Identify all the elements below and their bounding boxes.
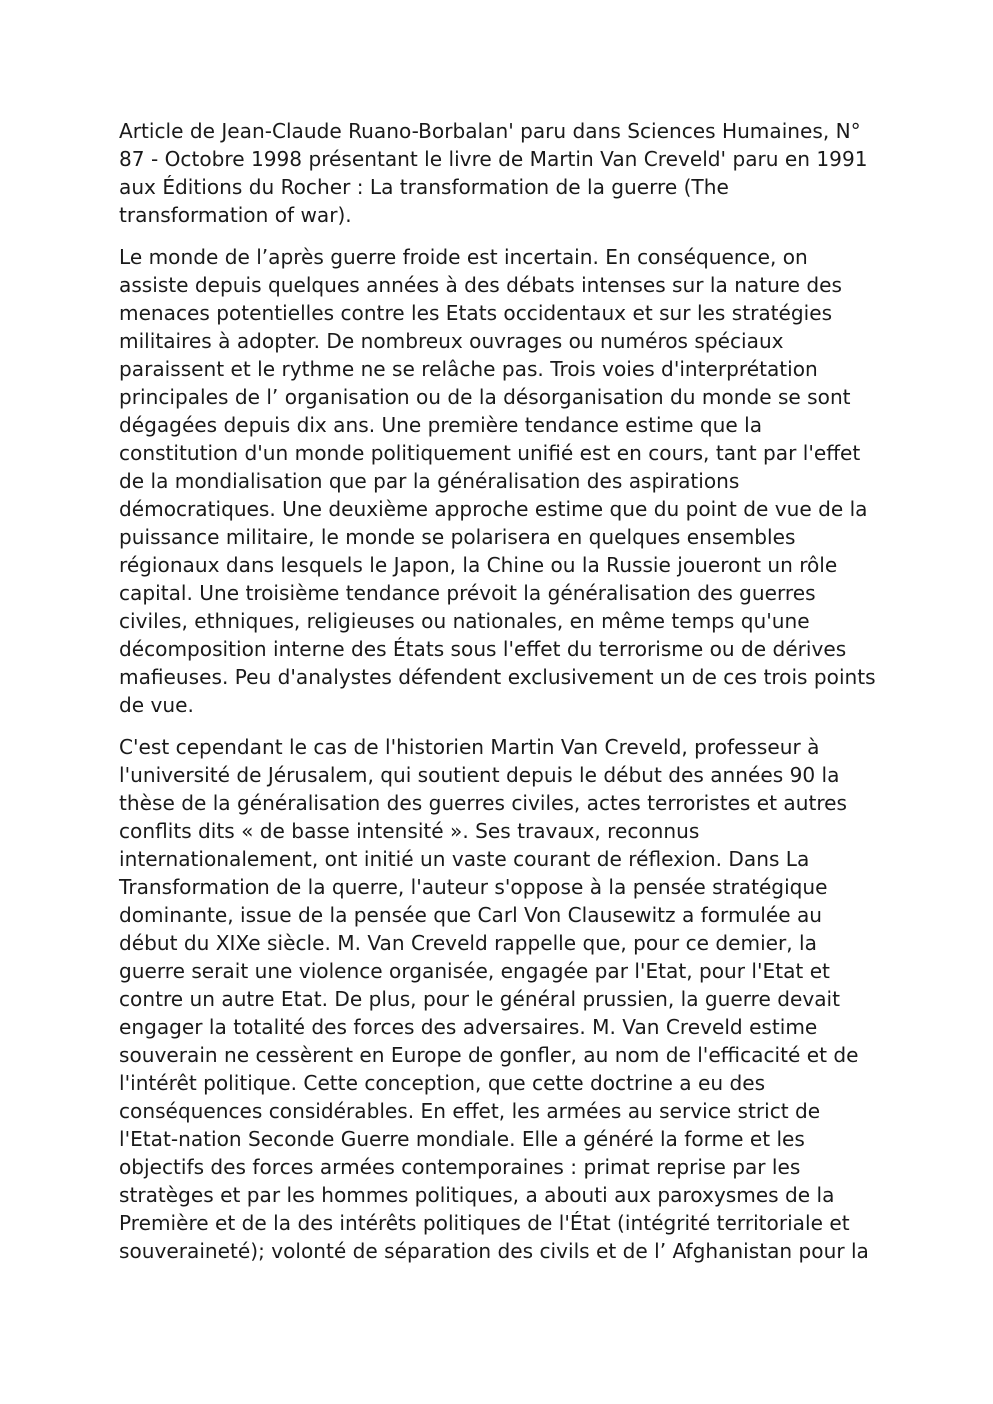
text-line: contre un autre Etat. De plus, pour le général prussien, la guerre devait [119,987,841,1011]
text-line: Le monde de l’après guerre froide est incertain. En conséquence, on [119,245,808,269]
text-line: stratèges et par les hommes politiques, a abouti aux paroxysmes de la [119,1183,835,1207]
text-line: démocratiques. Une deuxième approche estime que du point de vue de la [119,497,868,521]
text-line: mafieuses. Peu d'analystes défendent exclusivement un de ces trois points [119,665,876,689]
text-line: conflits dits « de basse intensité ». Ses travaux, reconnus [119,819,700,843]
text-line: capital. Une troisième tendance prévoit la généralisation des guerres [119,581,816,605]
text-line: constitution d'un monde politiquement unifié est en cours, tant par l'effet [119,441,861,465]
text-line: engager la totalité des forces des adversaires. M. Van Creveld estime [119,1015,818,1039]
text-line: décomposition interne des États sous l'effet du terrorisme ou de dérives [119,637,847,661]
text-line: conséquences considérables. En effet, les armées au service strict de [119,1099,821,1123]
text-line: menaces potentielles contre les Etats occidentaux et sur les stratégies [119,301,833,325]
text-line: de la mondialisation que par la généralisation des aspirations [119,469,740,493]
text-line: guerre serait une violence organisée, engagée par l'Etat, pour l'Etat et [119,959,830,983]
text-line: dégagées depuis dix ans. Une première tendance estime que la [119,413,763,437]
text-line: Transformation de la querre, l'auteur s'oppose à la pensée stratégique [119,875,828,899]
text-line: transformation of war). [119,203,352,227]
text-line: dominante, issue de la pensée que Carl Von Clausewitz a formulée au [119,903,822,927]
text-line: principales de l’ organisation ou de la désorganisation du monde se sont [119,385,851,409]
text-line: l'Etat-nation Seconde Guerre mondiale. Elle a généré la forme et les [119,1127,805,1151]
text-line: 87 - Octobre 1998 présentant le livre de Martin Van Creveld' paru en 1991 [119,147,868,171]
text-line: thèse de la généralisation des guerres civiles, actes terroristes et autres [119,791,847,815]
text-line: Article de Jean-Claude Ruano-Borbalan' paru dans Sciences Humaines, N° [119,119,861,143]
paragraph [119,243,879,719]
text-line: militaires à adopter. De nombreux ouvrages ou numéros spéciaux [119,329,784,353]
paragraph [119,117,879,229]
text-line: l'intérêt politique. Cette conception, que cette doctrine a eu des [119,1071,766,1095]
text-line: Première et de la des intérêts politiques de l'État (intégrité territoriale et [119,1211,850,1235]
text-line: C'est cependant le cas de l'historien Martin Van Creveld, professeur à [119,735,820,759]
text-line: paraissent et le rythme ne se relâche pas. Trois voies d'interprétation [119,357,818,381]
text-line: souverain ne cessèrent en Europe de gonfler, au nom de l'efficacité et de [119,1043,859,1067]
text-line: puissance militaire, le monde se polarisera en quelques ensembles [119,525,796,549]
text-line: assiste depuis quelques années à des débats intenses sur la nature des [119,273,843,297]
text-line: internationalement, ont initié un vaste courant de réflexion. Dans La [119,847,810,871]
text-line: civiles, ethniques, religieuses ou nationales, en même temps qu'une [119,609,810,633]
text-line: l'université de Jérusalem, qui soutient depuis le début des années 90 la [119,763,840,787]
text-line: régionaux dans lesquels le Japon, la Chine ou la Russie joueront un rôle [119,553,838,577]
text-line: début du XIXe siècle. M. Van Creveld rappelle que, pour ce demier, la [119,931,817,955]
article-body [119,117,879,1279]
text-line: souveraineté); volonté de séparation des civils et de l’ Afghanistan pour la [119,1239,869,1263]
paragraph [119,733,879,1265]
text-line: de vue. [119,693,194,717]
text-line: objectifs des forces armées contemporaines : primat reprise par les [119,1155,801,1179]
text-line: aux Éditions du Rocher : La transformation de la guerre (The [119,175,729,199]
